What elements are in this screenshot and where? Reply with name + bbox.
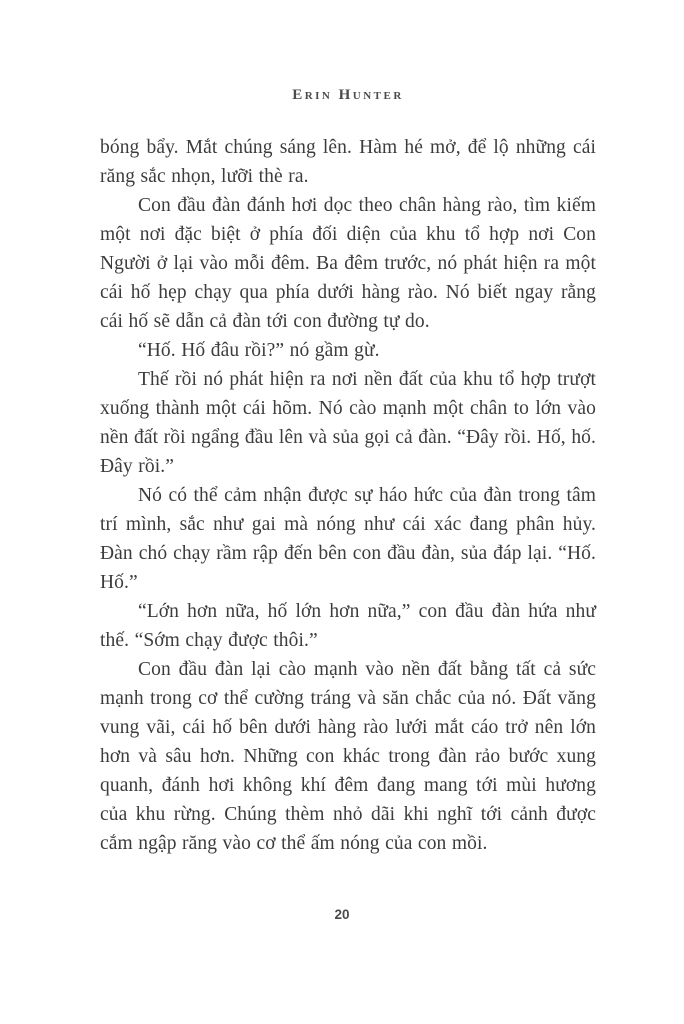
body-paragraph-4: Thế rồi nó phát hiện ra nơi nền đất của khu tổ hợp trượt xuống thành một cái hõm. Nó cào mạnh một chân to lớn vào nền đất rồi ngẩng đầu lên và sủa gọi cả đàn. “Đây rồi. Hố, hố. Đây rồi.”	[100, 369, 596, 477]
body-paragraph-3: “Hố. Hố đâu rồi?” nó gầm gừ.	[138, 340, 380, 361]
body-paragraph-1: bóng bẩy. Mắt chúng sáng lên. Hàm hé mở, để lộ những cái răng sắc nhọn, lưỡi thè ra.	[100, 137, 596, 187]
body-paragraph-2: Con đầu đàn đánh hơi dọc theo chân hàng rào, tìm kiếm một nơi đặc biệt ở phía đối diện của khu tổ hợp nơi Con Người ở lại vào mỗi đêm. Ba đêm trước, nó phát hiện ra một cái hố hẹp chạy qua phía dưới hàng rào. Nó biết ngay rằng cái hố sẽ dẫn cả đàn tới con đường tự do.	[100, 195, 596, 332]
running-header-author: Erin Hunter	[292, 87, 404, 103]
page-number: 20	[334, 907, 350, 922]
page-body	[100, 133, 596, 858]
body-paragraph-5: Nó có thể cảm nhận được sự háo hức của đàn trong tâm trí mình, sắc như gai mà nóng như cái xác đang phân hủy. Đàn chó chạy rầm rập đến bên con đầu đàn, sủa đáp lại. “Hố. Hố.”	[100, 485, 596, 593]
body-paragraph-6: “Lớn hơn nữa, hố lớn hơn nữa,” con đầu đàn hứa như thế. “Sớm chạy được thôi.”	[100, 601, 596, 651]
body-paragraph-7: Con đầu đàn lại cào mạnh vào nền đất bằng tất cả sức mạnh trong cơ thể cường tráng và săn chắc của nó. Đất văng vung vãi, cái hố bên dưới hàng rào lưới mắt cáo trở nên lớn hơn và sâu hơn. Những con khác trong đàn rảo bước xung quanh, đánh hơi không khí đêm đang mang tới mùi hương của khu rừng. Chúng thèm nhỏ dãi khi nghĩ tới cảnh được cắm ngập răng vào cơ thể ấm nóng của con mồi.	[100, 659, 596, 854]
